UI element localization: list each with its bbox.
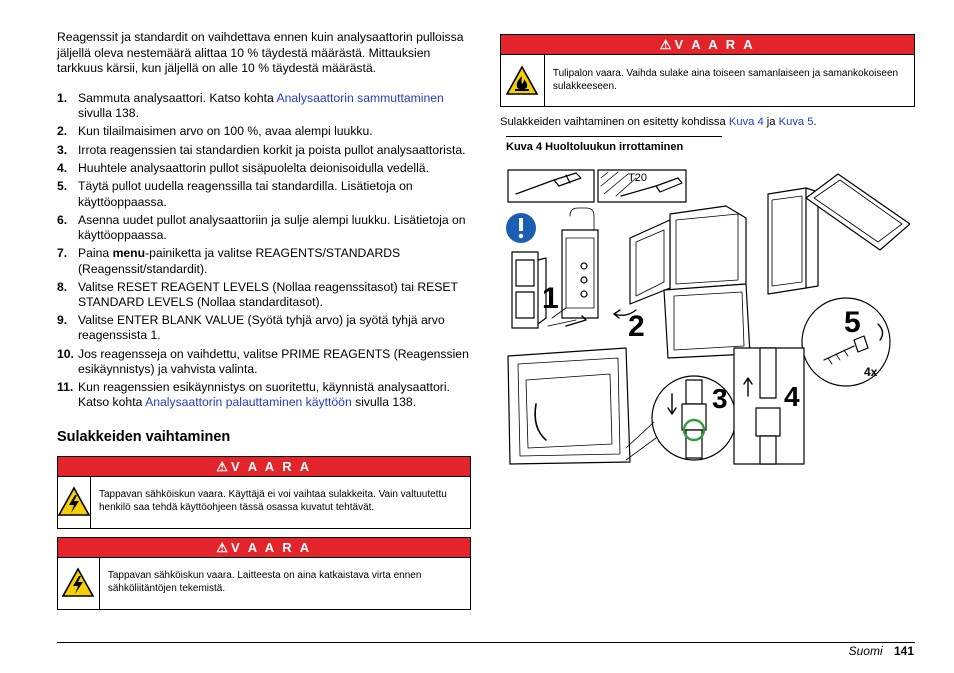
danger-text: Tappavan sähköiskun vaara. Käyttäjä ei voi vaihtaa sulakkeita. Vain valtuutettu henkilö saa tehdä käyttöohjeen tässä osassa kuvatut tehtävät. — [99, 489, 447, 514]
fire-hazard-icon — [501, 55, 545, 106]
step-number-1: 1 — [542, 282, 559, 315]
step-5: 5. Täytä pullot uudella reagenssilla tai standardilla. Lisätietoja on käyttöoppaassa. — [57, 179, 413, 209]
electric-shock-icon — [58, 558, 100, 609]
danger-header: ⚠ V A A R A — [58, 538, 470, 558]
footer-rule — [57, 642, 915, 643]
step-number-4: 4 — [784, 381, 800, 412]
screw-count-label: 4x — [864, 365, 878, 379]
page-number: 141 — [893, 644, 914, 658]
step-number-3: 3 — [712, 383, 728, 414]
warning-triangle-icon: ⚠ — [216, 539, 228, 555]
menu-key-label: menu — [112, 246, 146, 261]
right-column — [500, 34, 915, 155]
electric-shock-icon — [58, 477, 91, 528]
danger-box-fire — [500, 34, 915, 107]
danger-text: Tulipalon vaara. Vaihda sulake aina toiseen samanlaiseen ja samankokoiseen sulakkeeseen. — [552, 67, 899, 92]
figure-service-door-removal — [506, 168, 910, 465]
notice-icon — [506, 213, 536, 243]
link-figure-4[interactable]: Kuva 4 — [728, 116, 764, 128]
step-4: 4. Huuhtele analysaattorin pullot sisäpuolelta deionisoidulla vedellä. — [57, 161, 429, 176]
link-figure-5[interactable]: Kuva 5 — [778, 116, 814, 128]
left-column — [57, 30, 471, 618]
step-7: 7. Paina menu-painiketta ja valitse REAGENTS/STANDARDS (Reagenssit/standardit). — [57, 246, 401, 276]
danger-header: ⚠ V A A R A — [58, 457, 470, 477]
step-9: 9. Valitse ENTER BLANK VALUE (Syötä tyhjä arvo) ja syötä tyhjä arvo reagenssista 1. — [57, 313, 445, 343]
page-footer — [849, 644, 914, 658]
figure-reference: Sulakkeiden vaihtaminen on esitetty kohdissa Kuva 4 ja Kuva 5. — [500, 116, 817, 128]
danger-box-1 — [57, 456, 471, 529]
bottle-holder-drawing — [512, 252, 546, 328]
step-8: 8. Valitse RESET REAGENT LEVELS (Nollaa reagenssitasot) tai RESET STANDARD LEVELS (Nollaa standarditasot). — [57, 279, 458, 309]
tool-label-t20: T20 — [628, 172, 647, 184]
intro-paragraph: Reagenssit ja standardit on vaihdettava ennen kuin analysaattorin pulloissa jäljellä oleva nestemäärä alittaa 10 % täydestä määrästä. Mittauksien tarkkuus kärsii, kun jäljellä on alle 10 % täydestä määrästä. — [57, 30, 464, 76]
step-3: 3. Irrota reagenssien tai standardien korkit ja poista pullot analysaattorista. — [57, 142, 466, 157]
lower-enclosure-drawing — [508, 348, 630, 464]
step-6: 6. Asenna uudet pullot analysaattoriin ja sulje alempi luukku. Lisätietoja on käyttöoppaassa. — [57, 212, 466, 243]
step-number-5: 5 — [844, 306, 861, 339]
torx-screwdriver-icon — [598, 170, 686, 202]
door-removal-drawing — [768, 174, 910, 294]
step-11: 11. Kun reagenssien esikäynnistys on suoritettu, käynnistä analysaattori. Katso kohta Analysaattorin palauttaminen käyttöön sivulla 138. — [57, 380, 450, 410]
footer-language: Suomi — [848, 644, 883, 658]
step-2: 2. Kun tilailmaisimen arvo on 100 %, avaa alempi luukku. — [57, 124, 373, 139]
screwdriver-icon — [508, 170, 594, 202]
danger-text: Tappavan sähköiskun vaara. Laitteesta on aina katkaistava virta ennen sähköliitäntöjen tekemistä. — [107, 570, 422, 595]
link-restart[interactable]: Analysaattorin palauttaminen käyttöön — [145, 395, 352, 410]
danger-box-2 — [57, 537, 471, 610]
link-shutdown[interactable]: Analysaattorin sammuttaminen — [276, 90, 444, 105]
open-enclosure-drawing — [630, 206, 750, 358]
procedure-steps — [57, 91, 471, 411]
step-1: 1. Sammuta analysaattori. Katso kohta Analysaattorin sammuttaminen sivulla 138. — [57, 90, 444, 120]
section-title: Sulakkeiden vaihtaminen — [57, 428, 231, 445]
figure-caption: Kuva 4 Huoltoluukun irrottaminen — [506, 136, 722, 153]
step-10: 10. Jos reagensseja on vaihdettu, valitse PRIME REAGENTS (Reagenssien esikäynnistys) ja vahvista valinta. — [57, 346, 469, 376]
warning-triangle-icon: ⚠ — [216, 458, 228, 474]
danger-header: ⚠ V A A R A — [501, 35, 914, 55]
warning-triangle-icon: ⚠ — [659, 37, 672, 52]
step-number-2: 2 — [628, 310, 645, 343]
